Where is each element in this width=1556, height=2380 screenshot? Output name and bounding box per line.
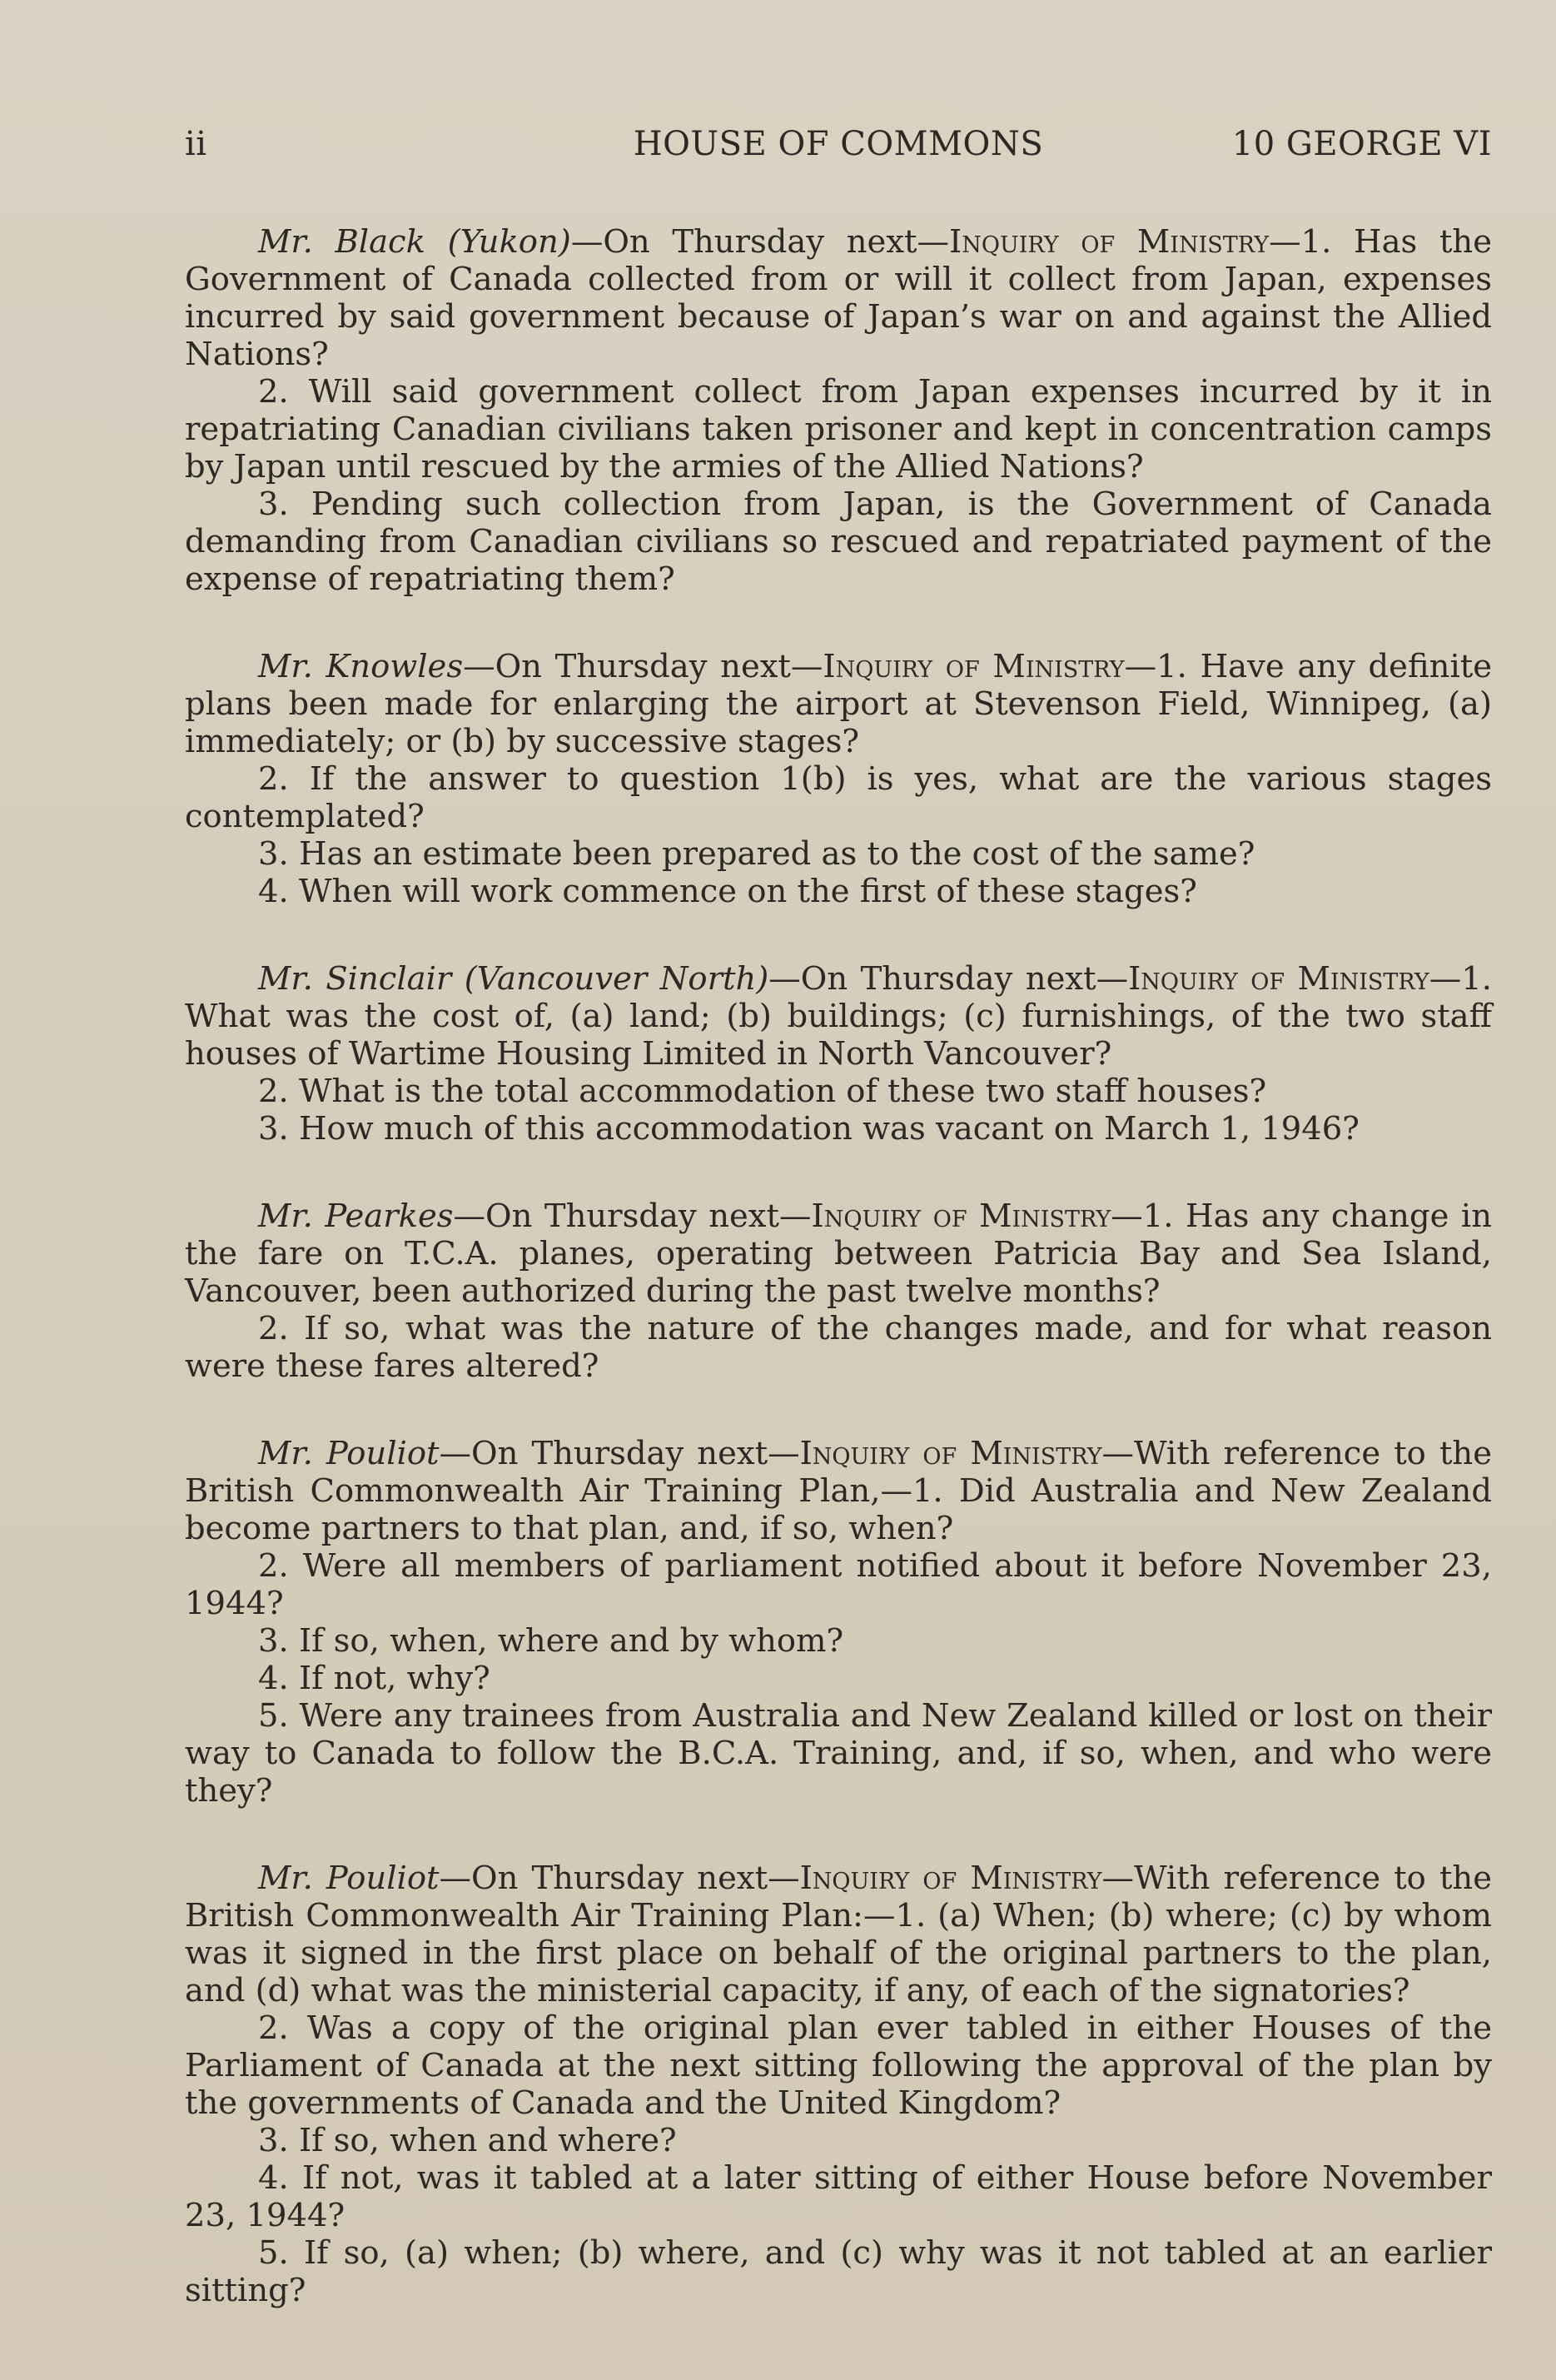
speaker-name: Mr. Sinclair (Vancouver North) (258, 960, 769, 998)
question-paragraph: 2. If the answer to question 1(b) is yes, what are the various stages contemplated? (185, 760, 1492, 835)
page-header (185, 125, 1492, 175)
question-paragraph: 2. Will said government collect from Japan expenses incurred by it in repatriating Canadian civilians taken prisoner and kept in concentration camps by Japan until rescued by the armies of the Allied Nations? (185, 373, 1492, 485)
question-paragraph: 4. If not, was it tabled at a later sitting of either House before November 23, 1944? (185, 2159, 1492, 2234)
question-paragraph (185, 960, 1492, 1073)
question-paragraph (185, 648, 1492, 760)
question-paragraph: 5. Were any trainees from Australia and New Zealand killed or lost on their way to Canada to follow the B.C.A. Training, and, if so, when, and who were they? (185, 1697, 1492, 1810)
question-paragraph: 3. If so, when, where and by whom? (258, 1622, 844, 1660)
question-paragraph: 3. If so, when and where? (258, 2122, 677, 2159)
inquiry-label: Inquiry of Ministry (823, 648, 1125, 685)
question-paragraph: 3. How much of this accommodation was vacant on March 1, 1946? (258, 1110, 1360, 1148)
notice-intro: —On Thursday next— (768, 960, 1129, 998)
question-paragraph (185, 1435, 1492, 1547)
question-text: —1. Has any change in the fare on T.C.A. planes, operating between Patricia Bay and Sea Island, Vancouver, been authorized during the past twelve months? (185, 1197, 1493, 1310)
notice-intro: —On Thursday next— (439, 1435, 800, 1472)
notice-intro: —On Thursday next— (453, 1197, 812, 1235)
question-paragraph: 3. Has an estimate been prepared as to the cost of the same? (258, 835, 1255, 873)
notice-intro: —On Thursday next— (570, 223, 950, 261)
inquiry-label: Inquiry of Ministry (949, 223, 1270, 261)
inquiry-label: Inquiry of Ministry (799, 1435, 1102, 1472)
question-entry (185, 648, 1492, 910)
question-paragraph: 4. If not, why? (258, 1660, 490, 1697)
speaker-name: Mr. Pearkes (258, 1197, 454, 1235)
speaker-name: Mr. Black (Yukon) (258, 223, 571, 261)
inquiry-label: Inquiry of Ministry (799, 1860, 1102, 1897)
notice-intro: —On Thursday next— (439, 1860, 800, 1897)
question-text: —1. Has the Government of Canada collected from or will it collect from Japan, expenses incurred by said government because of Japan’s war on and against the Allied Nations? (185, 223, 1492, 373)
notice-intro: —On Thursday next— (463, 648, 823, 685)
question-paragraph: 3. Pending such collection from Japan, is the Government of Canada demanding from Canadian civilians so rescued and repatriated payment of the expense of repatriating them? (185, 485, 1492, 598)
speaker-name: Mr. Knowles (258, 648, 464, 685)
inquiry-label: Inquiry of Ministry (1128, 960, 1429, 998)
question-text: —With reference to the British Commonwealth Air Training Plan:—1. (a) When; (b) where; (c) by whom was it signed in the first place on behalf of the original partners to the plan, and (d) what was the ministerial capacity, if any, of each of the signatories? (185, 1860, 1492, 2009)
inquiry-label: Inquiry of Ministry (811, 1197, 1111, 1235)
question-entry (185, 1435, 1492, 1810)
speaker-name: Mr. Pouliot (258, 1435, 440, 1472)
questions-body (185, 223, 1492, 2359)
question-paragraph (185, 1197, 1492, 1310)
speaker-name: Mr. Pouliot (258, 1860, 440, 1897)
question-entry (185, 223, 1492, 598)
question-text: —1. Have any definite plans been made for enlarging the airport at Stevenson Field, Winnipeg, (a) immediately; or (b) by successive stages? (185, 648, 1493, 760)
question-text: —With reference to the British Commonwealth Air Training Plan,—1. Did Australia and New Zealand become partners to that plan, and, if so, when? (185, 1435, 1492, 1547)
question-paragraph: 5. If so, (a) when; (b) where, and (c) why was it not tabled at an earlier sitting? (185, 2234, 1492, 2309)
running-title: HOUSE OF COMMONS (633, 125, 1044, 163)
question-paragraph: 2. What is the total accommodation of these two staff houses? (258, 1073, 1267, 1110)
question-paragraph: 2. If so, what was the nature of the changes made, and for what reason were these fares altered? (185, 1310, 1492, 1385)
question-paragraph: 2. Were all members of parliament notified about it before November 23, 1944? (185, 1547, 1492, 1622)
question-entry (185, 1197, 1492, 1385)
question-paragraph (185, 223, 1492, 373)
question-entry (185, 960, 1492, 1148)
session-label: 10 GEORGE VI (1231, 125, 1492, 163)
question-text: —1. What was the cost of, (a) land; (b) buildings; (c) furnishings, of the two staff houses of Wartime Housing Limited in North Vancouver? (185, 960, 1492, 1073)
question-paragraph: 4. When will work commence on the first of these stages? (258, 873, 1197, 910)
question-paragraph: 2. Was a copy of the original plan ever tabled in either Houses of the Parliament of Canada at the next sitting following the approval of the plan by the governments of Canada and the United Kingdom? (185, 2009, 1492, 2122)
question-entry (185, 1860, 1492, 2309)
question-paragraph (185, 1860, 1492, 2009)
page-number: ii (185, 125, 207, 163)
